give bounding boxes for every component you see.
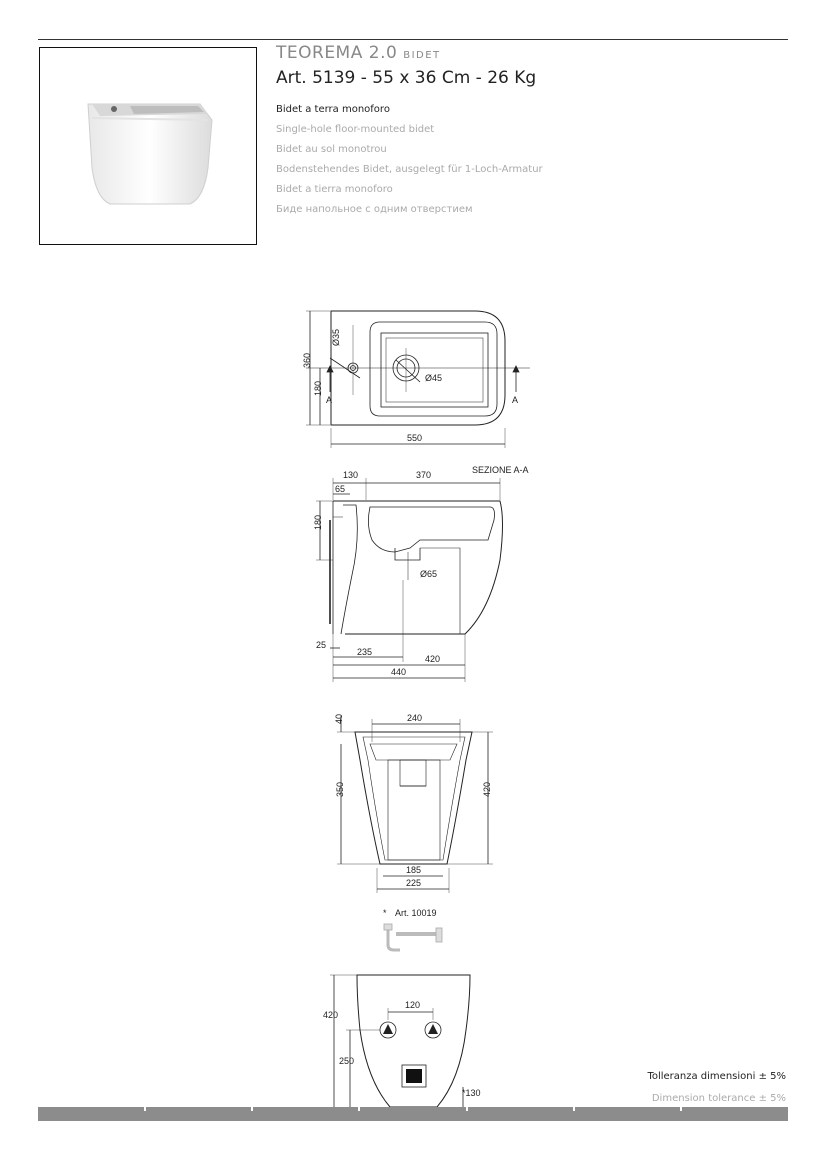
install-250-label: 250 <box>339 1056 355 1066</box>
section-130-label: 130 <box>343 470 359 480</box>
bottom-bar-divider <box>680 1107 682 1111</box>
tolerance-note <box>600 1066 786 1110</box>
front-420-label: 420 <box>482 781 492 797</box>
install-130-label: *130 <box>462 1088 481 1098</box>
series-name: TEOREMA 2.0 <box>276 43 398 63</box>
section-420-label: 420 <box>425 654 441 664</box>
plan-width-label: 550 <box>407 433 423 443</box>
section-440-label: 440 <box>391 667 407 677</box>
accessory-label: Art. 10019 <box>395 908 437 918</box>
front-185-label: 185 <box>406 865 422 875</box>
front-40-label: 40 <box>334 713 344 724</box>
section-drain-label: Ø65 <box>420 569 438 579</box>
front-225-label: 225 <box>406 878 422 888</box>
bottom-bar-divider <box>573 1107 575 1111</box>
bottom-bar-divider <box>466 1107 468 1111</box>
section-mark-right: A <box>512 395 519 405</box>
desc-ru: Биде напольное с одним отверстием <box>276 204 473 215</box>
plan-depth-label: 360 <box>302 352 312 368</box>
bottom-bar-divider <box>358 1107 360 1111</box>
tolerance-en: Dimension tolerance ± 5% <box>651 1093 786 1104</box>
tolerance-it: Tolleranza dimensioni ± 5% <box>647 1071 786 1082</box>
section-mark-left: A <box>326 395 333 405</box>
section-235-label: 235 <box>357 647 373 657</box>
install-420-label: 420 <box>323 1010 339 1020</box>
front-240-label: 240 <box>407 713 423 723</box>
section-25-label: 25 <box>316 640 327 650</box>
desc-it: Bidet a terra monoforo <box>276 104 390 115</box>
drain-label: Ø45 <box>425 373 443 383</box>
desc-fr: Bidet au sol monotrou <box>276 144 387 155</box>
accessory-star: * <box>383 908 387 918</box>
section-title: SEZIONE A-A <box>472 465 529 475</box>
bottom-bar-divider <box>144 1107 146 1111</box>
tap-hole-label: Ø35 <box>331 328 341 346</box>
install-120-label: 120 <box>405 1000 421 1010</box>
desc-es: Bidet a tierra monoforo <box>276 184 393 195</box>
bottom-bar-divider <box>251 1107 253 1111</box>
section-view <box>316 478 503 682</box>
bottom-bar <box>38 1107 788 1121</box>
product-type: BIDET <box>403 50 441 61</box>
section-370-label: 370 <box>416 470 432 480</box>
section-180-label: 180 <box>313 514 323 530</box>
section-65-label: 65 <box>335 484 346 494</box>
desc-en: Single-hole floor-mounted bidet <box>276 124 435 135</box>
install-view <box>330 975 470 1107</box>
desc-de: Bodenstehendes Bidet, ausgelegt für 1-Loch-Armatur <box>276 164 543 175</box>
article-line: Art. 5139 - 55 x 36 Cm - 26 Kg <box>276 68 537 88</box>
plan-half-depth-label: 180 <box>313 380 323 396</box>
front-350-label: 350 <box>335 781 345 797</box>
accessory-siphon <box>384 924 442 950</box>
